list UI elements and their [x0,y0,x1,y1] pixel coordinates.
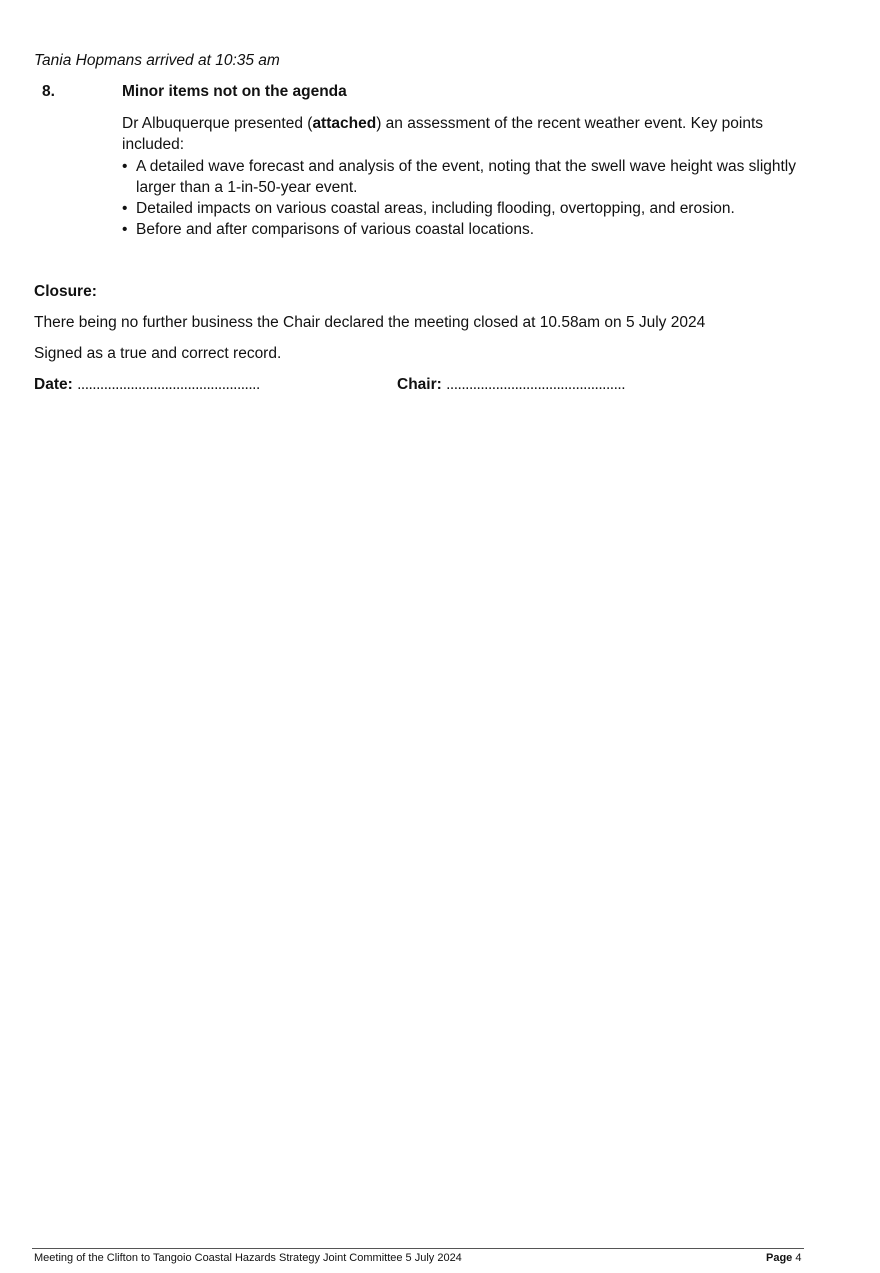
page-label: Page [766,1252,793,1264]
item-heading: Minor items not on the agenda [122,83,347,100]
date-signature-line [34,375,260,395]
list-item [122,219,802,240]
arrival-note: Tania Hopmans arrived at 10:35 am [34,52,280,69]
closure-statement: There being no further business the Chair declared the meeting closed at 10.58am on 5 July 2024 [34,314,706,331]
key-points-list [122,156,802,240]
list-item-text: A detailed wave forecast and analysis of the event, noting that the swell wave height was slightly larger than a 1-in-50-year event. [136,158,796,196]
intro-text-start: Dr Albuquerque presented ( [122,115,313,132]
intro-attached-bold: attached [312,115,377,132]
item-intro-paragraph [122,113,802,155]
chair-label: Chair: [397,376,442,393]
date-dotted-line: ................................................ [77,376,260,393]
list-item-text: Detailed impacts on various coastal areas, including flooding, overtopping, and erosion. [136,200,735,217]
footer-divider [32,1248,804,1249]
chair-signature-line [397,375,625,395]
footer-page-number [766,1251,801,1265]
list-item [122,198,802,219]
page-number-value: 4 [795,1252,802,1264]
date-label: Date: [34,376,73,393]
list-item [122,156,802,198]
chair-dotted-line: ............................................... [446,376,626,393]
intro-text-end: ) an assessment of the recent weather event. Key points included: [122,115,764,153]
footer-meeting-title: Meeting of the Clifton to Tangoio Coastal Hazards Strategy Joint Committee 5 July 2024 [34,1252,462,1264]
bullet-icon: • [122,158,128,175]
bullet-icon: • [122,200,128,217]
bullet-icon: • [122,221,128,238]
list-item-text: Before and after comparisons of various coastal locations. [136,221,535,238]
signed-statement: Signed as a true and correct record. [34,345,282,362]
item-number: 8. [42,83,55,100]
closure-heading: Closure: [34,283,97,300]
